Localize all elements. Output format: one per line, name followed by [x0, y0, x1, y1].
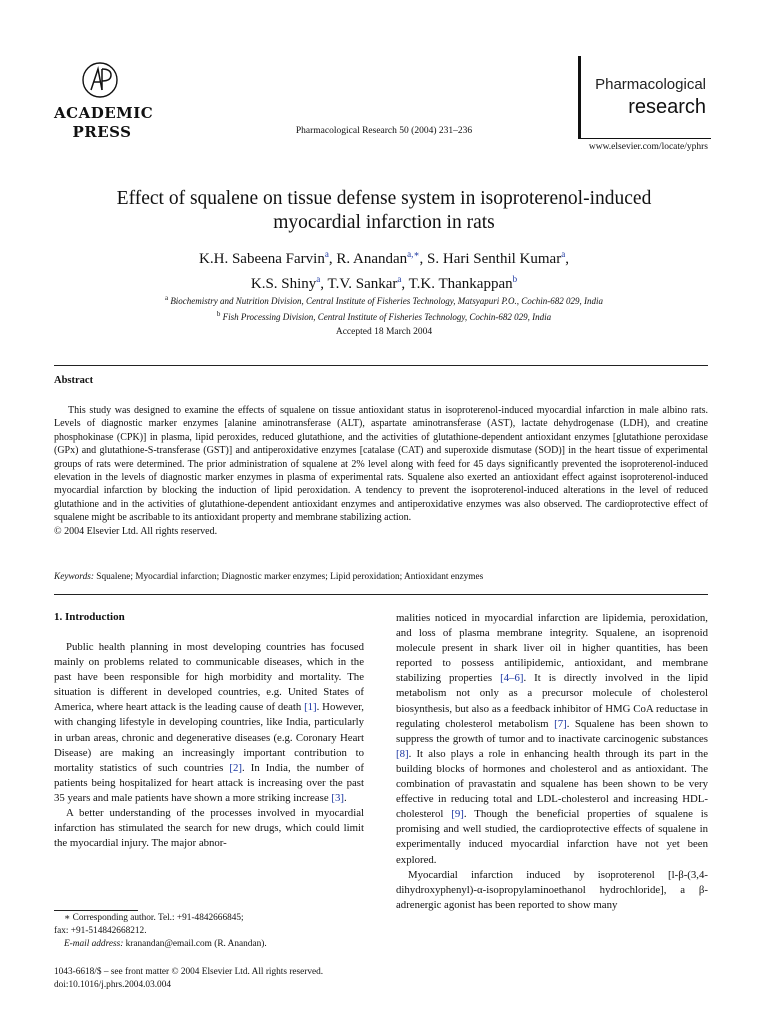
author-list [40, 244, 728, 294]
email-link[interactable]: kranandan@email.com (R. Anandan). [125, 939, 267, 949]
citation-link[interactable]: [7] [554, 717, 567, 730]
journal-url[interactable]: www.elsevier.com/locate/yphrs [588, 142, 708, 152]
author-name: T.V. Sankar [327, 276, 398, 292]
issn-line: 1043-6618/$ – see front matter © 2004 Elsevier Ltd. All rights reserved. [54, 967, 324, 977]
paragraph: Public health planning in most developing countries has focused mainly on problems related to communicable diseases, which in the past have been responsible for high morbidity and mortality. The situation is different in developed countries, e.g. United States of America, where heart attack is the leading cause of death [1]. However, with changing lifestyle in developing countries, like India, particularly in urban areas, chronic and degenerative diseases (e.g. Coronary Heart Disease) are making an increasingly important contribution to mortality statistics of such countries [2]. In India, the number of patients being hospitalized for heart attack is increasing over the past 35 years and male patients have shown a more striking increase [3]. [54, 641, 364, 804]
affiliation-b: $^b$ Fish Processing Division, Central Institute of Fisheries Technology, Cochin-682 029, India [216, 310, 552, 322]
citation-link[interactable]: [9] [451, 808, 464, 821]
author-name: T.K. Thankappan [408, 276, 513, 292]
publisher-name-line2: PRESS [72, 123, 132, 141]
body-column-left [54, 640, 364, 851]
publisher-logo-mark [80, 60, 120, 100]
title-line-2: myocardial infarction in rats [273, 212, 495, 233]
publisher-name-line1: ACADEMIC [54, 104, 154, 122]
abstract-bottom-divider [54, 594, 708, 595]
author-affiliation-mark[interactable]: a [324, 249, 329, 259]
keywords-label: Keywords: [54, 572, 94, 582]
doi-line[interactable]: doi:10.1016/j.phrs.2004.03.004 [54, 980, 171, 990]
abstract-copyright: © 2004 Elsevier Ltd. All rights reserved. [54, 525, 218, 537]
article-title [40, 187, 728, 235]
journal-name-line1: Pharmacological [595, 76, 706, 93]
author-name: S. Hari Senthil Kumar [427, 251, 562, 267]
affiliation-a: $^a$ Biochemistry and Nutrition Division, Central Institute of Fisheries Technology, Matsyapuri P.O., Cochin-682 029, India [164, 294, 604, 306]
body-column-right [396, 611, 708, 913]
footnote-divider [54, 910, 138, 911]
journal-name-line2: research [628, 96, 706, 118]
paragraph: A better understanding of the processes involved in myocardial infarction has stimulated the search for new drugs, which could limit the myocardial injury. The major abnor- [54, 807, 364, 850]
citation-link[interactable]: [2] [229, 761, 242, 774]
abstract-heading: Abstract [54, 375, 94, 386]
affiliations [40, 292, 728, 324]
paragraph: Myocardial infarction induced by isoproterenol [l-β-(3,4-dihydroxyphenyl)-α-isopropylaminoethanol hydrochloride], a β-adrenergic agonist has been reported to show many [396, 868, 708, 911]
author-affiliation-mark[interactable]: a [316, 274, 321, 284]
corresponding-author-footnote [54, 912, 364, 951]
citation-link[interactable]: [4–6] [500, 672, 524, 685]
accepted-date: Accepted 18 March 2004 [335, 327, 433, 337]
footnote-email: E-mail address: kranandan@email.com (R. Anandan). [64, 939, 267, 949]
author-affiliation-mark[interactable]: a [561, 249, 566, 259]
paragraph: malities noticed in myocardial infarction are lipidemia, peroxidation, and loss of plasma membrane integrity. Squalene, an isoprenoid molecule present in shark liver oil in higher quantities, has been reported to possess antilipidemic, antioxidant, and membrane stabilizing properties [4–6]. It is directly involved in the lipid metabolism not only as a precursor molecule of cholesterol biosynthesis, but also as a feedback inhibitor of HMG CoA reductase in regulating cholesterol metabolism [7]. Squalene has been shown to suppress the growth of tumor and to inactivate carcinogenic substances [8]. It also plays a role in enhancing health through its part in the building blocks of hormones and cholesterol and as antioxidant. The combination of pravastatin and squalene has been shown to be very effective in reducing total and LDL-cholesterol and increasing HDL-cholesterol [9]. Though the beneficial properties of squalene is promising and well studied, the cardioprotective effects of squalene in experimentally induced myocardial infarction have not yet been explored. [396, 612, 708, 866]
author-name: K.S. Shiny [250, 276, 317, 292]
keywords [54, 572, 708, 582]
author-name: R. Anandan [336, 251, 408, 267]
author-affiliation-mark[interactable]: a,∗ [407, 249, 420, 259]
citation-link[interactable]: [8] [396, 747, 409, 760]
footnote-fax: fax: +91-514842668212. [54, 926, 147, 936]
author-line-2: K.S. Shiny$^a$, T.V. Sankar$^a$, T.K. Thankappan$^b$ [250, 274, 518, 292]
abstract-body [54, 404, 708, 538]
page-footer [54, 966, 384, 992]
author-name: K.H. Sabeena Farvin [199, 251, 325, 267]
publisher-logo-text [54, 104, 154, 142]
author-affiliation-mark[interactable]: b [512, 274, 518, 284]
author-affiliation-mark[interactable]: a [397, 274, 402, 284]
citation-link[interactable]: [3] [331, 791, 344, 804]
abstract-text: This study was designed to examine the effects of squalene on tissue antioxidant status in isoproterenol-induced myocardial infarction in male albino rats. Levels of diagnostic marker enzymes [alanine aminotransferase (ALT), aspartate aminotransferase (AST), lactate dehydrogenase (LDH), and creatine phosphokinase (CPK)] in plasma, lipid peroxides, reduced glutathione, and the activities of glutathione-dependent antioxidant enzymes [glutathione peroxidase (GPx) and glutathione-S-transferase (GST)] and antiperoxidative enzymes [catalase (CAT) and superoxide dismutase (SOD)] in the heart tissue of experimental groups of rats were determined. The prior administration of squalene at 2% level along with feed for 45 days significantly prevented the isoproterenol-induced elevation in the levels of diagnostic marker enzymes in plasma of experimental rats. Squalene also exerted an antioxidant effect against isoproterenol-induced myocardial infarction by blocking the induction of lipid peroxidation. A tendency to prevent the isoproterenol-induced alterations in the level of reduced glutathione and in the activities of glutathione-dependent antioxidant enzymes and antiperoxidative enzymes was also observed. The cardioprotective effect of squalene might be ascribable to its antioxidant property and membrane stabilizing action. [54, 405, 708, 524]
title-line-1: Effect of squalene on tissue defense system in isoproterenol-induced [116, 188, 652, 209]
keywords-list: Squalene; Myocardial infarction; Diagnostic marker enzymes; Lipid peroxidation; Antioxidant enzymes [96, 572, 484, 582]
journal-citation: Pharmacological Research 50 (2004) 231–236 [295, 126, 473, 136]
citation-link[interactable]: [1] [304, 701, 317, 714]
abstract-top-divider [54, 365, 708, 366]
author-line-1: K.H. Sabeena Farvin$^a$, R. Anandan$^{a,∗}$, S. Hari Senthil Kumar$^a$, [199, 249, 569, 267]
footnote-phone: ∗ Corresponding author. Tel.: +91-4842666845; [64, 913, 244, 923]
section-heading-introduction: 1. Introduction [54, 611, 125, 623]
